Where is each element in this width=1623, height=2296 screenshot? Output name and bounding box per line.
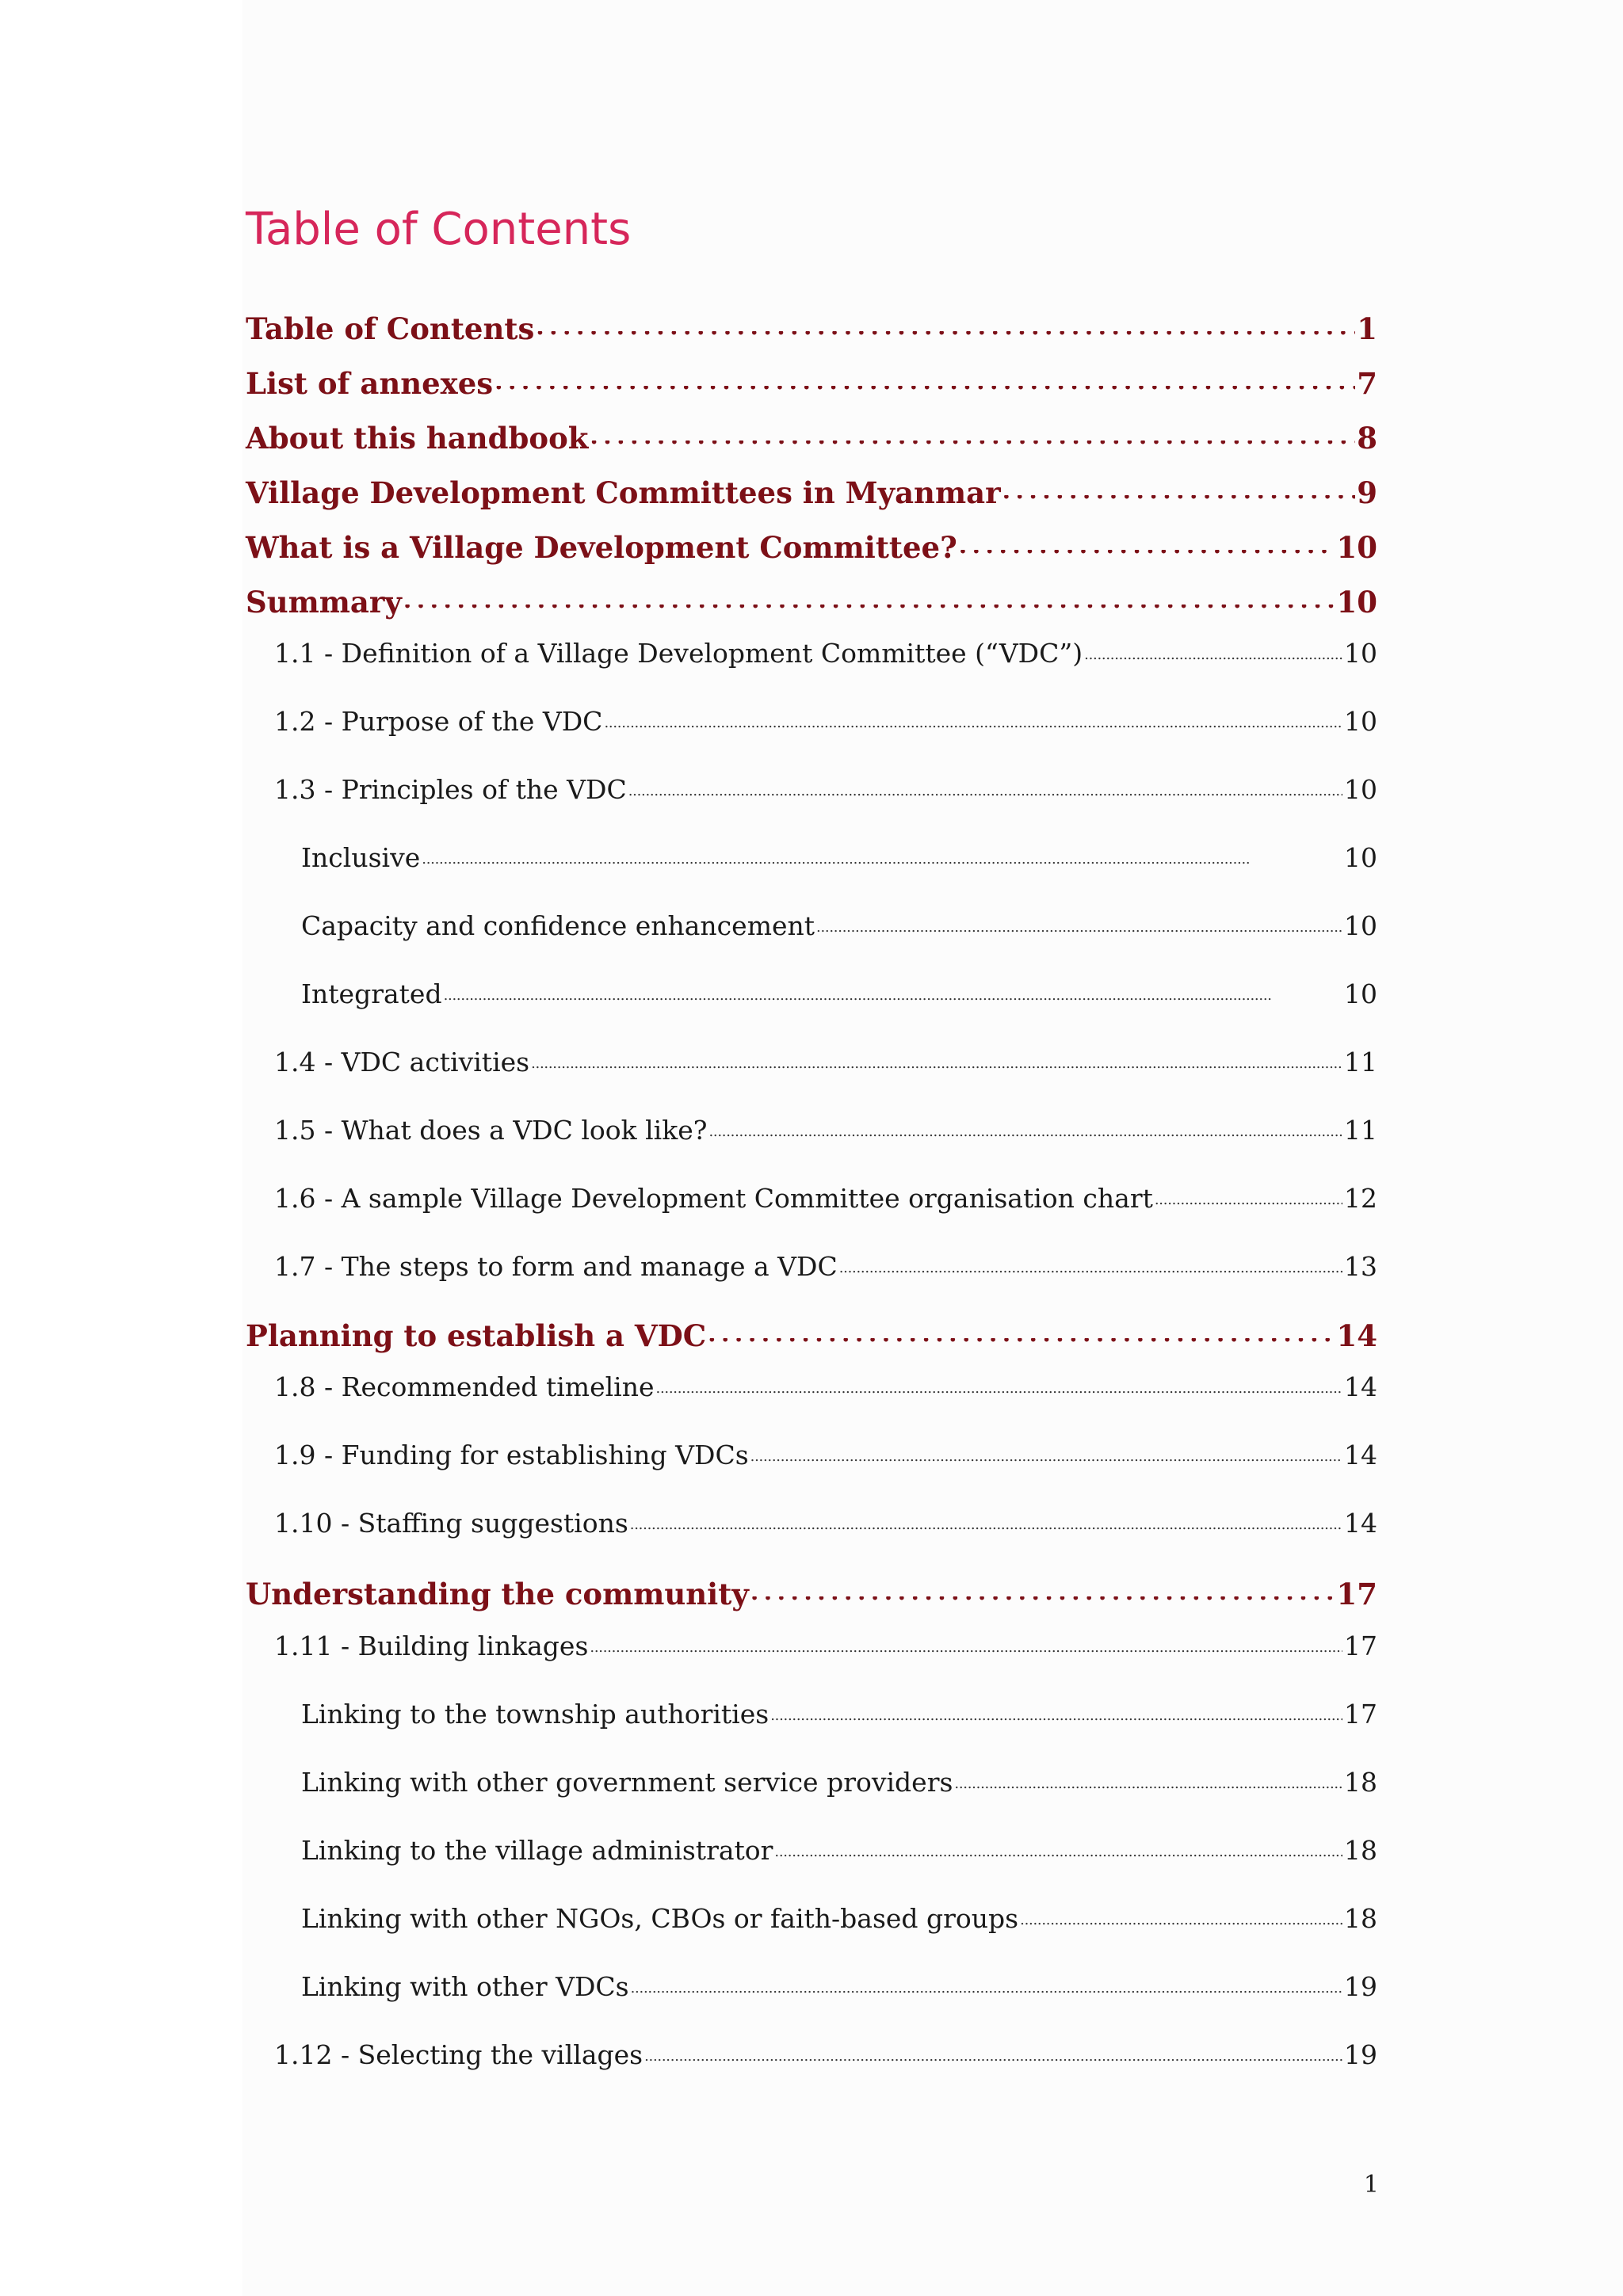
toc-entry-page: 12 <box>1344 1183 1377 1214</box>
toc-entry-what-is-a-vdc[interactable] <box>246 530 1377 570</box>
toc-entry-1-2[interactable] <box>274 706 1377 746</box>
toc-entry-page: 13 <box>1344 1251 1377 1282</box>
toc-entry-1-10[interactable] <box>274 1508 1377 1547</box>
toc-entry-understanding[interactable] <box>246 1577 1377 1616</box>
dot-leader <box>1084 654 1342 662</box>
toc-entry-page: 10 <box>1336 585 1377 620</box>
toc-entry-label: 1.11 - Building linkages <box>274 1630 589 1661</box>
toc-entry-label: Linking with other VDCs <box>301 1971 629 2002</box>
toc-entry-label: About this handbook <box>246 421 589 456</box>
toc-entry-1-7[interactable] <box>274 1251 1377 1291</box>
toc-entry-label: Table of Contents <box>246 311 535 346</box>
dot-leader <box>954 1783 1342 1791</box>
toc-entry-page: 10 <box>1344 842 1377 873</box>
toc-entry-label: Linking with other NGOs, CBOs or faith-based groups <box>301 1903 1019 1934</box>
toc-entry-label: 1.6 - A sample Village Development Committee organisation chart <box>274 1183 1153 1214</box>
dot-leader <box>590 441 1355 448</box>
toc-entry-government-providers[interactable] <box>301 1767 1377 1806</box>
toc-entry-1-11[interactable] <box>274 1630 1377 1670</box>
toc-entry-other-vdcs[interactable] <box>301 1971 1377 2011</box>
dot-leader <box>816 927 1342 935</box>
toc-entry-page: 9 <box>1357 475 1377 510</box>
dot-leader <box>590 1647 1342 1655</box>
dot-leader <box>444 995 1342 1003</box>
toc-entry-page: 14 <box>1344 1508 1377 1539</box>
toc-entry-label: 1.1 - Definition of a Village Development Committee (“VDC”) <box>274 638 1083 669</box>
dot-leader <box>631 1988 1342 1996</box>
toc-entry-ngos[interactable] <box>301 1903 1377 1943</box>
toc-entry-label: 1.4 - VDC activities <box>274 1047 530 1077</box>
toc-entry-page: 10 <box>1344 774 1377 805</box>
toc-entry-1-1[interactable] <box>274 638 1377 677</box>
dot-leader <box>656 1388 1343 1396</box>
toc-entry-1-6[interactable] <box>274 1183 1377 1222</box>
toc-entry-label: 1.3 - Principles of the VDC <box>274 774 627 805</box>
toc-entry-label: Village Development Committees in Myanmar <box>246 475 1001 510</box>
dot-leader <box>644 2056 1342 2064</box>
toc-entry-page: 18 <box>1344 1835 1377 1866</box>
dot-leader <box>708 1338 1335 1346</box>
dot-leader <box>774 1852 1342 1859</box>
toc-entry-label: 1.9 - Funding for establishing VDCs <box>274 1440 749 1470</box>
toc-entry-label: Integrated <box>301 978 442 1009</box>
toc-entry-page: 14 <box>1344 1371 1377 1402</box>
toc-entry-1-4[interactable] <box>274 1047 1377 1086</box>
dot-leader <box>959 550 1335 558</box>
toc-entry-page: 14 <box>1344 1440 1377 1470</box>
dot-leader <box>628 791 1342 799</box>
dot-leader <box>531 1063 1342 1071</box>
toc-entry-about-this-handbook[interactable] <box>246 421 1377 460</box>
toc-entry-summary[interactable] <box>246 585 1377 624</box>
dot-leader <box>1020 1920 1342 1928</box>
toc-entry-label: Understanding the community <box>246 1577 749 1611</box>
page-title: Table of Contents <box>246 204 632 255</box>
dot-leader <box>708 1131 1342 1139</box>
toc-entry-page: 10 <box>1336 530 1377 565</box>
toc-entry-page: 10 <box>1344 706 1377 737</box>
toc-entry-page: 10 <box>1344 638 1377 669</box>
toc-entry-1-8[interactable] <box>274 1371 1377 1411</box>
toc-entry-label: Planning to establish a VDC <box>246 1318 707 1353</box>
toc-entry-label: 1.10 - Staffing suggestions <box>274 1508 628 1539</box>
toc-entry-page: 17 <box>1344 1630 1377 1661</box>
toc-entry-page: 17 <box>1336 1577 1377 1611</box>
toc-entry-list-of-annexes[interactable] <box>246 366 1377 406</box>
toc-entry-planning[interactable] <box>246 1318 1377 1358</box>
dot-leader <box>839 1268 1342 1276</box>
dot-leader <box>1155 1199 1342 1207</box>
toc-entry-label: Summary <box>246 585 402 620</box>
toc-entry-township[interactable] <box>301 1699 1377 1738</box>
toc-entry-page: 8 <box>1357 421 1377 456</box>
toc-entry-1-9[interactable] <box>274 1440 1377 1479</box>
toc-entry-village-administrator[interactable] <box>301 1835 1377 1875</box>
dot-leader <box>604 723 1342 730</box>
toc-entry-page: 19 <box>1344 2039 1377 2070</box>
toc-entry-page: 19 <box>1344 1971 1377 2002</box>
toc-entry-vdc-in-myanmar[interactable] <box>246 475 1377 515</box>
dot-leader <box>403 605 1335 612</box>
page-number: 1 <box>1363 2171 1379 2199</box>
toc-entry-table-of-contents[interactable] <box>246 311 1377 351</box>
toc-entry-page: 11 <box>1344 1047 1377 1077</box>
toc-entry-label: Linking to the village administrator <box>301 1835 773 1866</box>
toc-entry-page: 14 <box>1336 1318 1377 1353</box>
dot-leader <box>536 331 1355 339</box>
toc-entry-1-12[interactable] <box>274 2039 1377 2079</box>
toc-entry-label: 1.8 - Recommended timeline <box>274 1371 655 1402</box>
toc-entry-label: 1.12 - Selecting the villages <box>274 2039 643 2070</box>
dot-leader <box>1002 495 1356 503</box>
toc-entry-label: Linking to the township authorities <box>301 1699 769 1730</box>
toc-entry-1-5[interactable] <box>274 1115 1377 1154</box>
toc-entry-inclusive[interactable] <box>301 842 1377 882</box>
toc-entry-label: Linking with other government service providers <box>301 1767 953 1798</box>
toc-entry-page: 11 <box>1344 1115 1377 1146</box>
dot-leader <box>630 1524 1342 1532</box>
dot-leader <box>422 859 1342 867</box>
toc-entry-page: 1 <box>1357 311 1377 346</box>
dot-leader <box>495 386 1355 394</box>
toc-entry-page: 18 <box>1344 1767 1377 1798</box>
toc-entry-page: 18 <box>1344 1903 1377 1934</box>
toc-entry-label: Inclusive <box>301 842 421 873</box>
toc-entry-page: 10 <box>1344 910 1377 941</box>
dot-leader <box>750 1596 1335 1604</box>
dot-leader <box>750 1456 1342 1464</box>
toc-entry-capacity[interactable] <box>301 910 1377 950</box>
toc-entry-label: What is a Village Development Committee? <box>246 530 957 565</box>
toc-entry-integrated[interactable] <box>301 978 1377 1018</box>
toc-entry-1-3[interactable] <box>274 774 1377 814</box>
toc-entry-label: 1.2 - Purpose of the VDC <box>274 706 603 737</box>
toc-entry-label: List of annexes <box>246 366 494 401</box>
toc-entry-label: Capacity and confidence enhancement <box>301 910 815 941</box>
toc-entry-page: 10 <box>1344 978 1377 1009</box>
toc-entry-page: 17 <box>1344 1699 1377 1730</box>
dot-leader <box>770 1715 1342 1723</box>
toc-entry-label: 1.5 - What does a VDC look like? <box>274 1115 708 1146</box>
toc-entry-label: 1.7 - The steps to form and manage a VDC <box>274 1251 838 1282</box>
toc-entry-page: 7 <box>1357 366 1377 401</box>
